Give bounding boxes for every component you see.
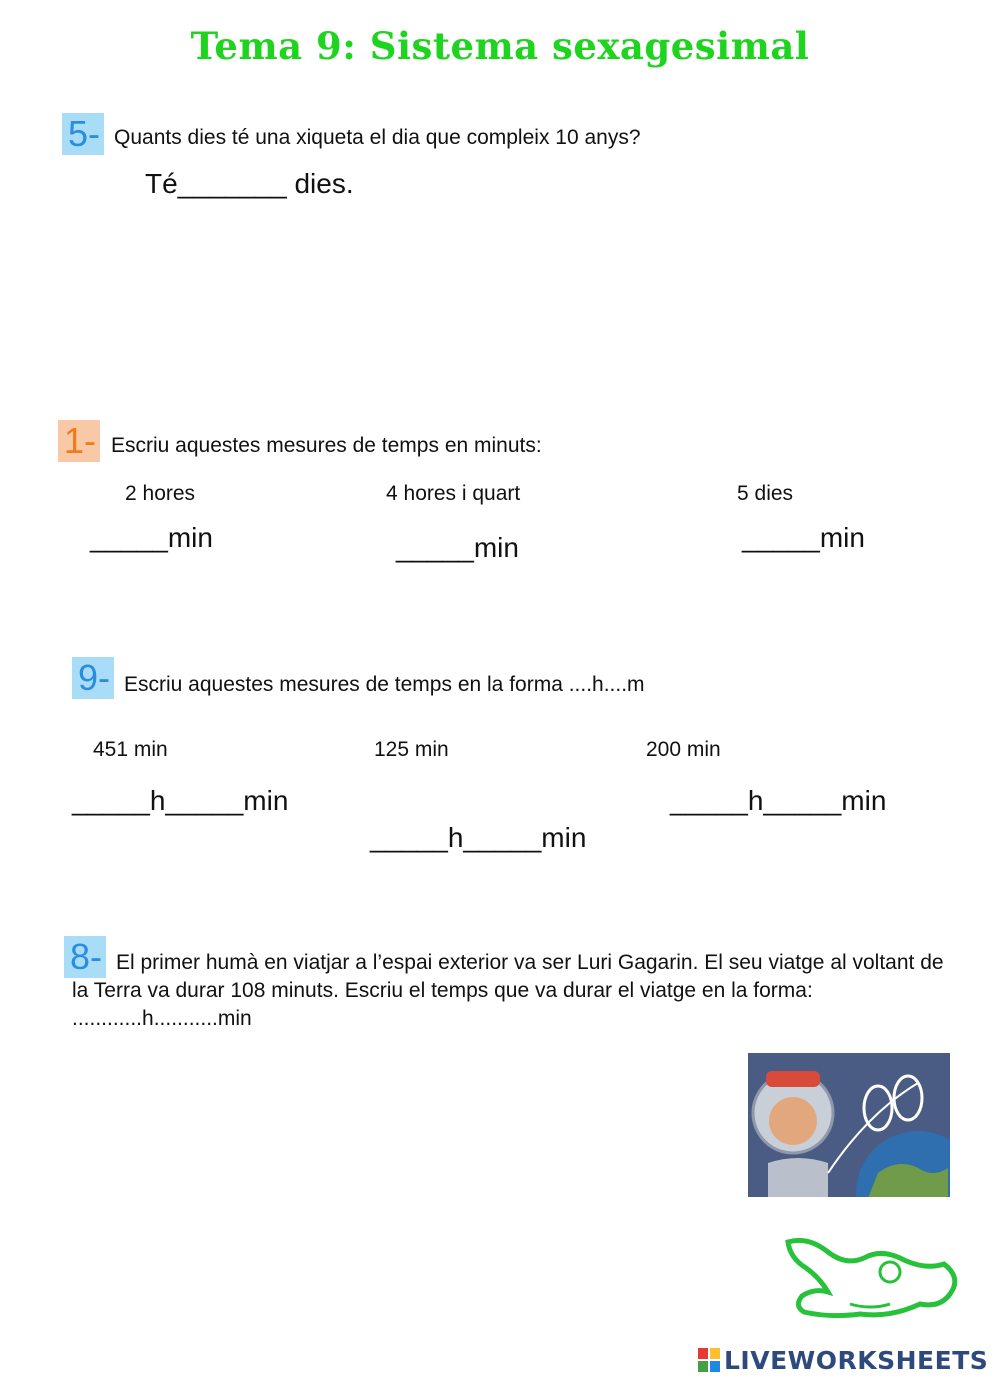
q1-item-label: 4 hores i quart (386, 482, 521, 505)
q1-answer-blank[interactable]: _____min (396, 532, 519, 563)
q9-answer-blank[interactable]: _____h_____min (370, 822, 587, 853)
liveworksheets-logo-icon (698, 1348, 720, 1372)
question-9-text: Escriu aquestes mesures de temps en la forma ....h....m (124, 673, 645, 696)
question-5-answer-blank[interactable]: Té_______ dies. (145, 168, 354, 199)
question-1-text: Escriu aquestes mesures de temps en minuts: (111, 434, 542, 457)
q9-answer-blank[interactable]: _____h_____min (670, 785, 887, 816)
question-8-paragraph: El primer humà en viatjar a l’espai exterior va ser Luri Gagarin. El seu viatge al voltant de la Terra va durar 108 minuts. Escriu el temps que va durar el viatge en la forma: ............h...........min (72, 951, 944, 1030)
q1-answer-blank[interactable]: _____min (742, 522, 865, 553)
question-number-9: 9- (72, 657, 114, 699)
question-number-5: 5- (62, 113, 104, 155)
liveworksheets-footer (698, 1345, 988, 1375)
question-number-8: 8- (64, 936, 106, 978)
liveworksheets-brand: LIVEWORKSHEETS (724, 1345, 989, 1375)
q9-answer-blank[interactable]: _____h_____min (72, 785, 289, 816)
q9-item-label: 451 min (93, 738, 168, 761)
q1-item-label: 5 dies (737, 482, 794, 505)
q9-item-label: 125 min (374, 738, 449, 761)
question-8-text (72, 949, 952, 1033)
santse-logo (780, 1232, 970, 1322)
astronaut-space-image (748, 1053, 950, 1197)
q1-item-label: 2 hores (125, 482, 196, 505)
santse-logo-icon (780, 1232, 970, 1322)
gagarin-illustration (748, 1053, 950, 1197)
q9-item-label: 200 min (646, 738, 721, 761)
q1-answer-blank[interactable]: _____min (90, 522, 213, 553)
question-number-1: 1- (58, 420, 100, 462)
page-title: Tema 9: Sistema sexagesimal (190, 24, 810, 68)
question-5-text: Quants dies té una xiqueta el dia que compleix 10 anys? (114, 126, 641, 149)
